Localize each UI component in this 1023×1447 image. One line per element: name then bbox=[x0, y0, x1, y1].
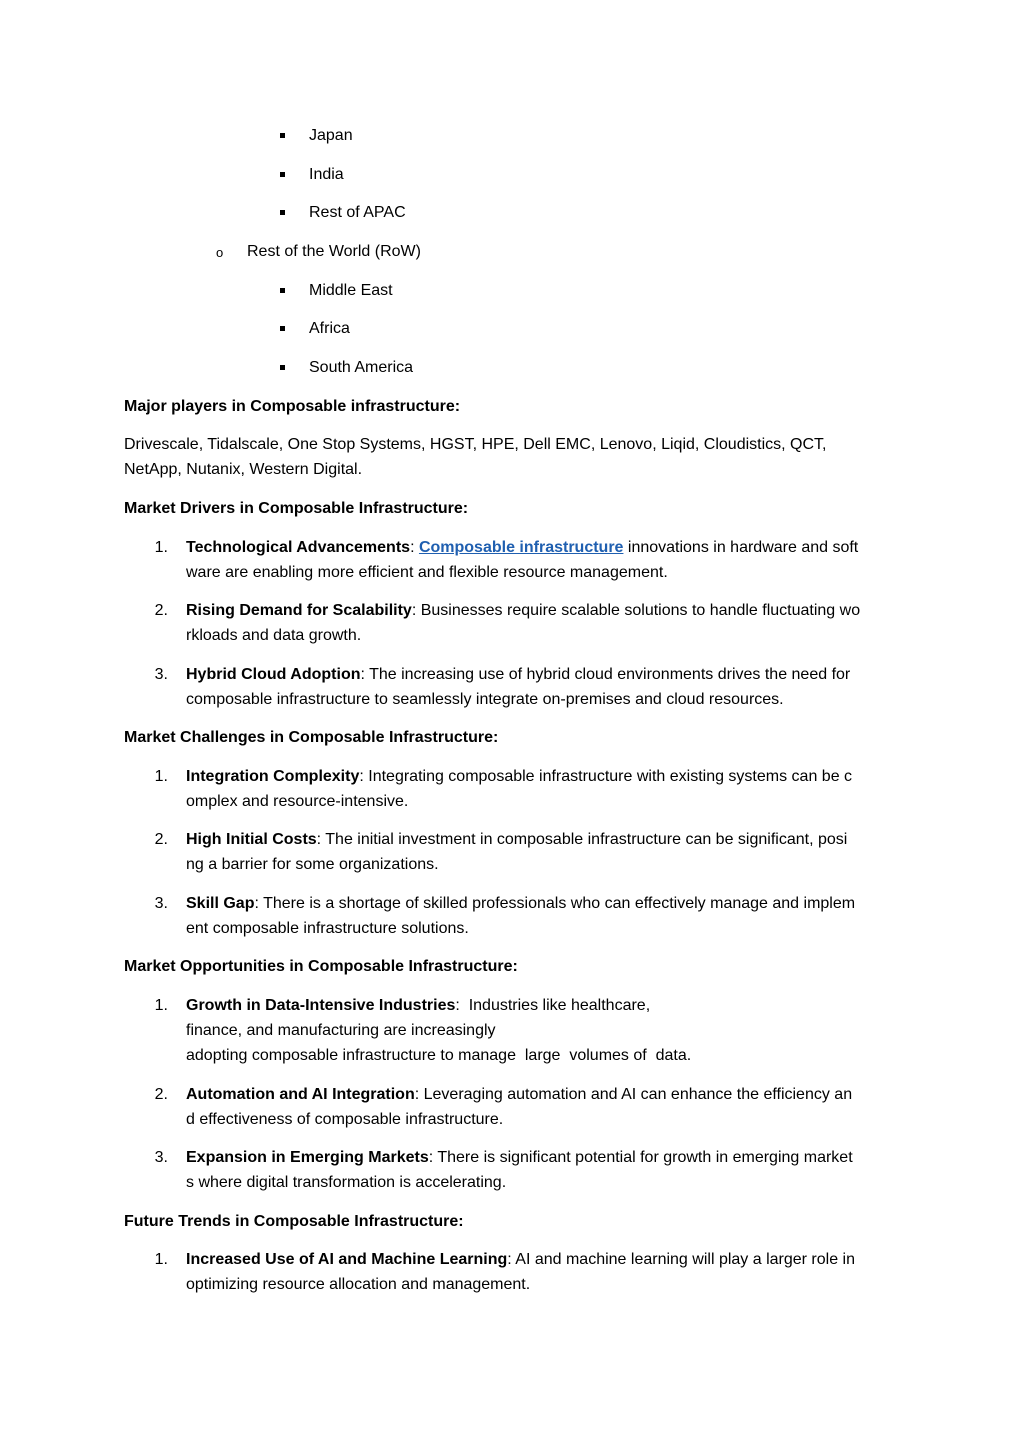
item-text: ent composable infrastructure solutions. bbox=[186, 920, 469, 937]
item-text: optimizing resource allocation and management. bbox=[186, 1276, 531, 1293]
list-item bbox=[186, 662, 901, 712]
item-title: Hybrid Cloud Adoption bbox=[186, 666, 361, 683]
item-title: Integration Complexity bbox=[186, 768, 360, 785]
section-heading: Major players in Composable infrastructure: bbox=[124, 398, 461, 415]
item-text: composable infrastructure to seamlessly integrate on-premises and cloud resources. bbox=[186, 691, 784, 708]
list-number: 2. bbox=[154, 831, 168, 848]
list-item bbox=[186, 764, 901, 814]
list-item bbox=[186, 598, 901, 648]
list-item bbox=[186, 827, 901, 877]
list-item bbox=[186, 1247, 901, 1297]
item-title: Expansion in Emerging Markets bbox=[186, 1149, 429, 1166]
list-item: South America bbox=[309, 359, 414, 376]
item-text: : The initial investment in composable infrastructure can be significant, posi bbox=[316, 831, 848, 848]
item-title: Automation and AI Integration bbox=[186, 1086, 415, 1103]
item-text: : Businesses require scalable solutions to handle fluctuating wo bbox=[411, 602, 861, 619]
item-text: rkloads and data growth. bbox=[186, 627, 362, 644]
list-number: 1. bbox=[154, 997, 168, 1014]
section-heading: Future Trends in Composable Infrastructure: bbox=[124, 1213, 464, 1230]
item-text: ng a barrier for some organizations. bbox=[186, 856, 439, 873]
square-bullet-icon bbox=[280, 133, 285, 138]
list-item bbox=[186, 891, 901, 941]
composable-infrastructure-link[interactable]: Composable infrastructure bbox=[418, 539, 624, 556]
item-text: omplex and resource-intensive. bbox=[186, 793, 409, 810]
section-heading: Market Challenges in Composable Infrastructure: bbox=[124, 729, 499, 746]
list-item bbox=[186, 1082, 901, 1132]
item-text: : The increasing use of hybrid cloud environments drives the need for bbox=[360, 666, 851, 683]
item-text: adopting composable infrastructure to manage large volumes of data. bbox=[186, 1047, 692, 1064]
item-text: ware are enabling more efficient and flexible resource management. bbox=[186, 564, 668, 581]
item-text: finance, and manufacturing are increasingly bbox=[186, 1022, 496, 1039]
item-text: : Integrating composable infrastructure with existing systems can be c bbox=[359, 768, 853, 785]
section-heading: Market Opportunities in Composable Infrastructure: bbox=[124, 958, 518, 975]
list-number: 2. bbox=[154, 602, 168, 619]
circle-bullet-icon: o bbox=[216, 245, 224, 260]
item-text: d effectiveness of composable infrastructure. bbox=[186, 1111, 504, 1128]
list-item: India bbox=[309, 166, 344, 183]
list-item: Japan bbox=[309, 127, 353, 144]
list-number: 1. bbox=[154, 1251, 168, 1268]
list-item: Rest of the World (RoW) bbox=[247, 243, 421, 260]
item-text: : There is significant potential for growth in emerging market bbox=[428, 1149, 853, 1166]
list-item bbox=[186, 535, 901, 585]
list-number: 3. bbox=[154, 1149, 168, 1166]
item-title: Technological Advancements bbox=[186, 539, 411, 556]
square-bullet-icon bbox=[280, 326, 285, 331]
square-bullet-icon bbox=[280, 172, 285, 177]
item-title: Rising Demand for Scalability bbox=[186, 602, 412, 619]
item-text: innovations in hardware and soft bbox=[623, 539, 859, 556]
section-heading: Market Drivers in Composable Infrastructure: bbox=[124, 500, 469, 517]
list-number: 1. bbox=[154, 539, 168, 556]
item-text: : Industries like healthcare, bbox=[455, 997, 651, 1014]
list-item bbox=[186, 993, 901, 1068]
item-text: : There is a shortage of skilled professionals who can effectively manage and implem bbox=[254, 895, 856, 912]
square-bullet-icon bbox=[280, 210, 285, 215]
item-title: Growth in Data-Intensive Industries bbox=[186, 997, 456, 1014]
list-item: Middle East bbox=[309, 282, 393, 299]
item-title: Increased Use of AI and Machine Learning bbox=[186, 1251, 508, 1268]
square-bullet-icon bbox=[280, 365, 285, 370]
item-title: Skill Gap bbox=[186, 895, 255, 912]
item-text: : Leveraging automation and AI can enhance the efficiency an bbox=[414, 1086, 853, 1103]
item-title: High Initial Costs bbox=[186, 831, 317, 848]
paragraph-line: NetApp, Nutanix, Western Digital. bbox=[124, 461, 363, 478]
list-number: 3. bbox=[154, 666, 168, 683]
square-bullet-icon bbox=[280, 288, 285, 293]
item-text: : AI and machine learning will play a larger role in bbox=[507, 1251, 856, 1268]
paragraph-line: Drivescale, Tidalscale, One Stop Systems, HGST, HPE, Dell EMC, Lenovo, Liqid, Cloudistics, QCT, bbox=[124, 436, 827, 453]
list-item: Africa bbox=[309, 320, 350, 337]
list-number: 2. bbox=[154, 1086, 168, 1103]
list-number: 1. bbox=[154, 768, 168, 785]
item-text: s where digital transformation is accelerating. bbox=[186, 1174, 507, 1191]
list-item bbox=[186, 1145, 901, 1195]
list-number: 3. bbox=[154, 895, 168, 912]
list-item: Rest of APAC bbox=[309, 204, 406, 221]
item-separator: : bbox=[410, 539, 419, 556]
